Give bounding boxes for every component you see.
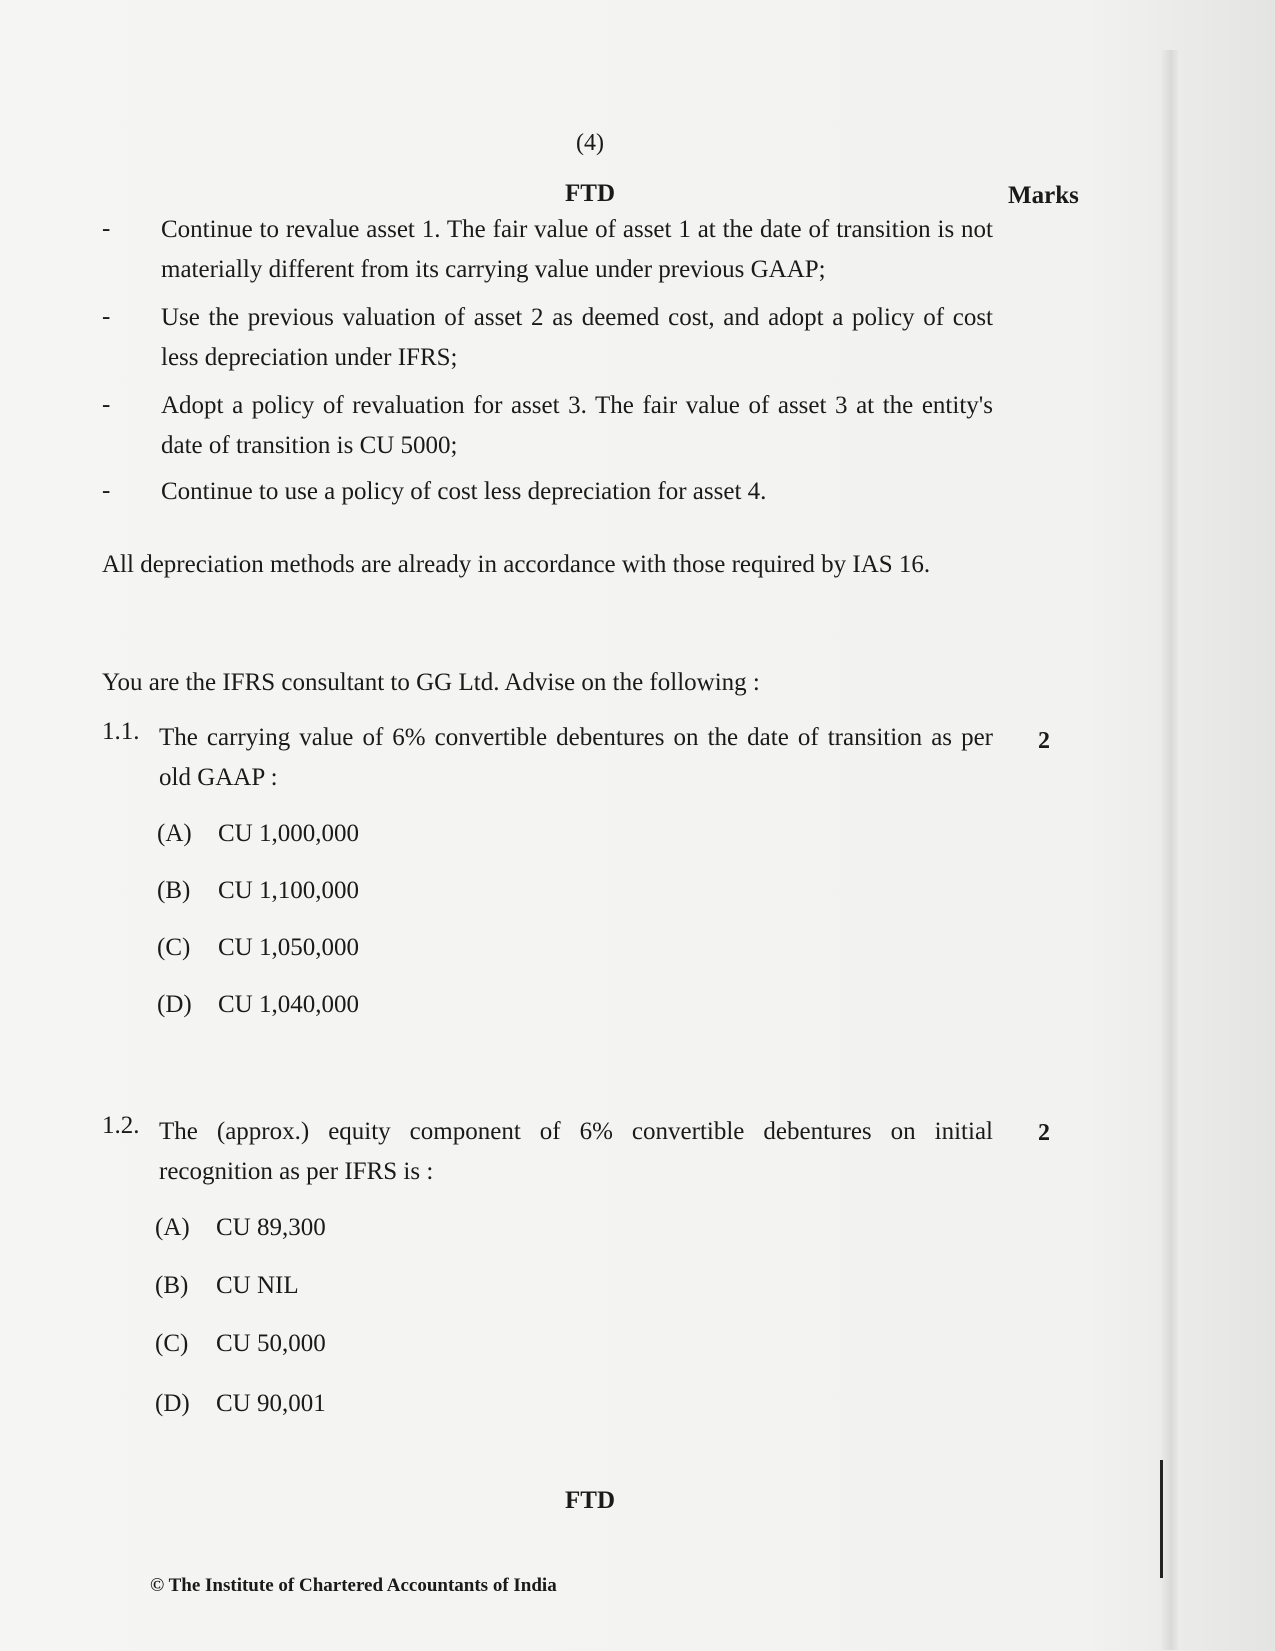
option-text: CU 1,100,000 (218, 877, 359, 904)
bullet-dash: - (102, 215, 111, 242)
option-label: (B) (157, 877, 191, 904)
option-c (157, 934, 359, 962)
option-text: CU 89,300 (216, 1214, 326, 1241)
footer-paper-code: FTD (565, 1487, 615, 1514)
option-a (157, 820, 359, 848)
option-label: (D) (155, 1390, 190, 1417)
bullet-text: Use the previous valuation of asset 2 as deemed cost, and adopt a policy of cost less depreciation under IFRS; (161, 304, 993, 371)
option-a (155, 1214, 326, 1242)
option-text: CU 90,001 (216, 1390, 326, 1417)
option-c (155, 1330, 326, 1358)
bullet-dash: - (102, 303, 111, 330)
option-text: CU 1,000,000 (218, 820, 359, 847)
bullet-dash: - (102, 477, 111, 504)
bullet-text: Continue to revalue asset 1. The fair value of asset 1 at the date of transition is not materially different from its carrying value under previous GAAP; (161, 216, 993, 283)
marks-heading: Marks (1008, 182, 1079, 209)
option-text: CU NIL (216, 1272, 299, 1299)
question-text: The (approx.) equity component of 6% convertible debentures on initial recognition as per IFRS is : (159, 1118, 993, 1185)
option-label: (A) (157, 820, 192, 847)
question-number: 1.2. (102, 1112, 140, 1139)
option-label: (C) (157, 934, 191, 961)
option-d (155, 1390, 326, 1418)
binding-mark (1160, 1460, 1163, 1578)
option-b (157, 877, 359, 905)
question-marks: 2 (1038, 728, 1050, 754)
option-b (155, 1272, 299, 1300)
option-label: (A) (155, 1214, 190, 1241)
copyright-notice: © The Institute of Chartered Accountants of India (150, 1575, 557, 1596)
option-label: (D) (157, 991, 192, 1018)
page-number: (4) (576, 130, 604, 156)
option-label: (B) (155, 1272, 189, 1299)
paragraph-instruction: You are the IFRS consultant to GG Ltd. Advise on the following : (102, 669, 760, 696)
page-edge-shadow (1160, 50, 1178, 1650)
option-text: CU 1,050,000 (218, 934, 359, 961)
option-text: CU 50,000 (216, 1330, 326, 1357)
paragraph-depreciation: All depreciation methods are already in accordance with those required by IAS 16. (102, 551, 931, 578)
option-text: CU 1,040,000 (218, 991, 359, 1018)
bullet-text: Continue to use a policy of cost less depreciation for asset 4. (161, 478, 767, 505)
paper-code-header: FTD (565, 180, 615, 207)
question-text: The carrying value of 6% convertible debentures on the date of transition as per old GAAP : (159, 724, 993, 791)
question-number: 1.1. (102, 718, 140, 745)
option-label: (C) (155, 1330, 189, 1357)
question-marks: 2 (1038, 1120, 1050, 1146)
bullet-dash: - (102, 391, 111, 418)
option-d (157, 991, 359, 1019)
bullet-text: Adopt a policy of revaluation for asset 3. The fair value of asset 3 at the entity's date of transition is CU 5000; (161, 392, 993, 459)
